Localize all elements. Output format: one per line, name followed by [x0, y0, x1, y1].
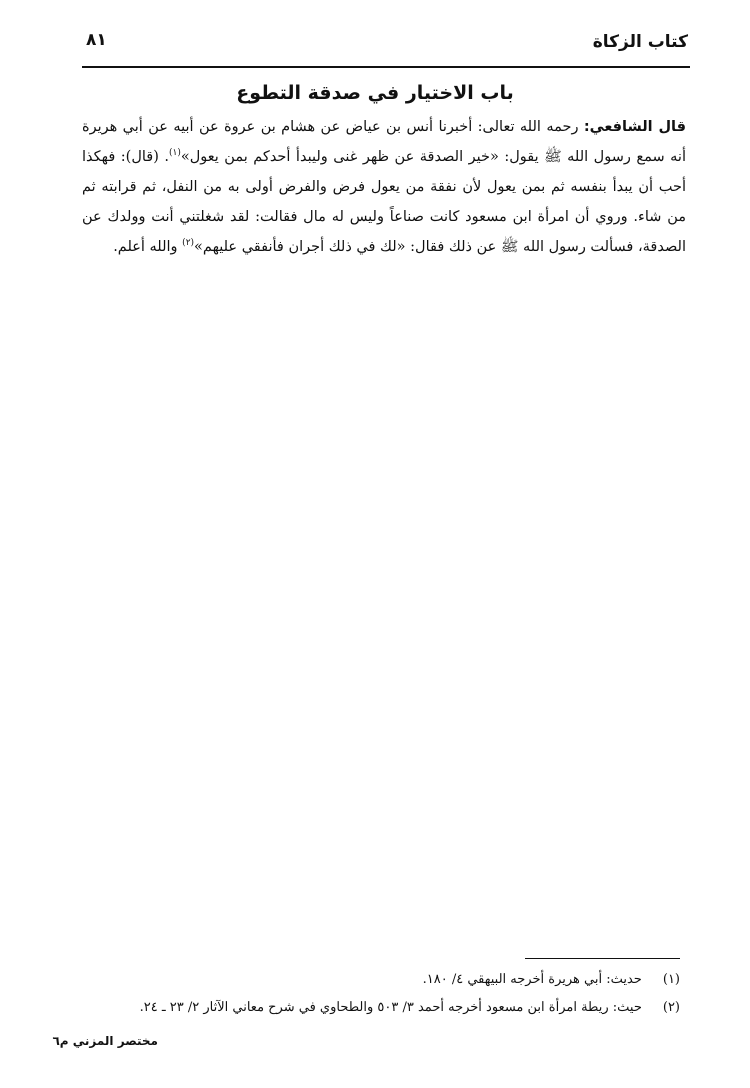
footnote: [60, 994, 680, 1022]
header-rule: [82, 66, 690, 68]
footnote-number: (٢): [662, 1000, 680, 1015]
book-title: كتاب الزكاة: [592, 32, 688, 52]
body-text: [82, 112, 686, 262]
paragraph-part-1: رحمه الله تعالى: أخبرنا أنس بن عياض عن هشام بن عروة عن أبيه عن أبي هريرة أنه سمع رسول الله ﷺ يقول: «خير الصدقة عن ظهر غنى وليبدأ أحدكم بمن يعول»: [82, 119, 686, 165]
speaker-label: قال الشافعي:: [583, 119, 686, 135]
chapter-title: باب الاختيار في صدقة التطوع: [236, 82, 514, 104]
printer-signature: مختصر المزني م٦: [52, 1034, 158, 1048]
paragraph-part-3: والله أعلم.: [113, 239, 183, 255]
paragraph-part-2: . (قال): فهكذا أحب أن يبدأ بنفسه ثم بمن يعول لأن نفقة من يعول فرض والفرض أولى به من النفل، ثم قرابته ثم من شاء. وروي أن امرأة ابن مسعود كانت صناعاً وليس له مال فقالت: لقد شغلتني أنت وولدك عن الصدقة، فسألت رسول الله ﷺ عن ذلك فقال: «لك في ذلك أجران فأنفقي عليهم»: [82, 149, 686, 255]
footnote-ref-2[interactable]: (٢): [182, 238, 195, 249]
footnote-text: حديث: أبي هريرة أخرجه البيهقي ٤/ ١٨٠.: [422, 972, 642, 987]
footnote-separator: [525, 958, 680, 959]
page-number: ٨١: [86, 30, 107, 50]
footnote-ref-1[interactable]: (١): [168, 148, 181, 159]
footnote-number: (١): [662, 972, 680, 987]
running-header: [86, 30, 688, 64]
main-paragraph: [82, 112, 686, 262]
footnote: [60, 966, 680, 994]
footnote-text: حيث: ريطة امرأة ابن مسعود أخرجه أحمد ٣/ ٥٠٣ والطحاوي في شرح معاني الآثار ٢/ ٢٣ ـ ٢٤.: [139, 1000, 642, 1015]
footnotes: [60, 966, 680, 1022]
